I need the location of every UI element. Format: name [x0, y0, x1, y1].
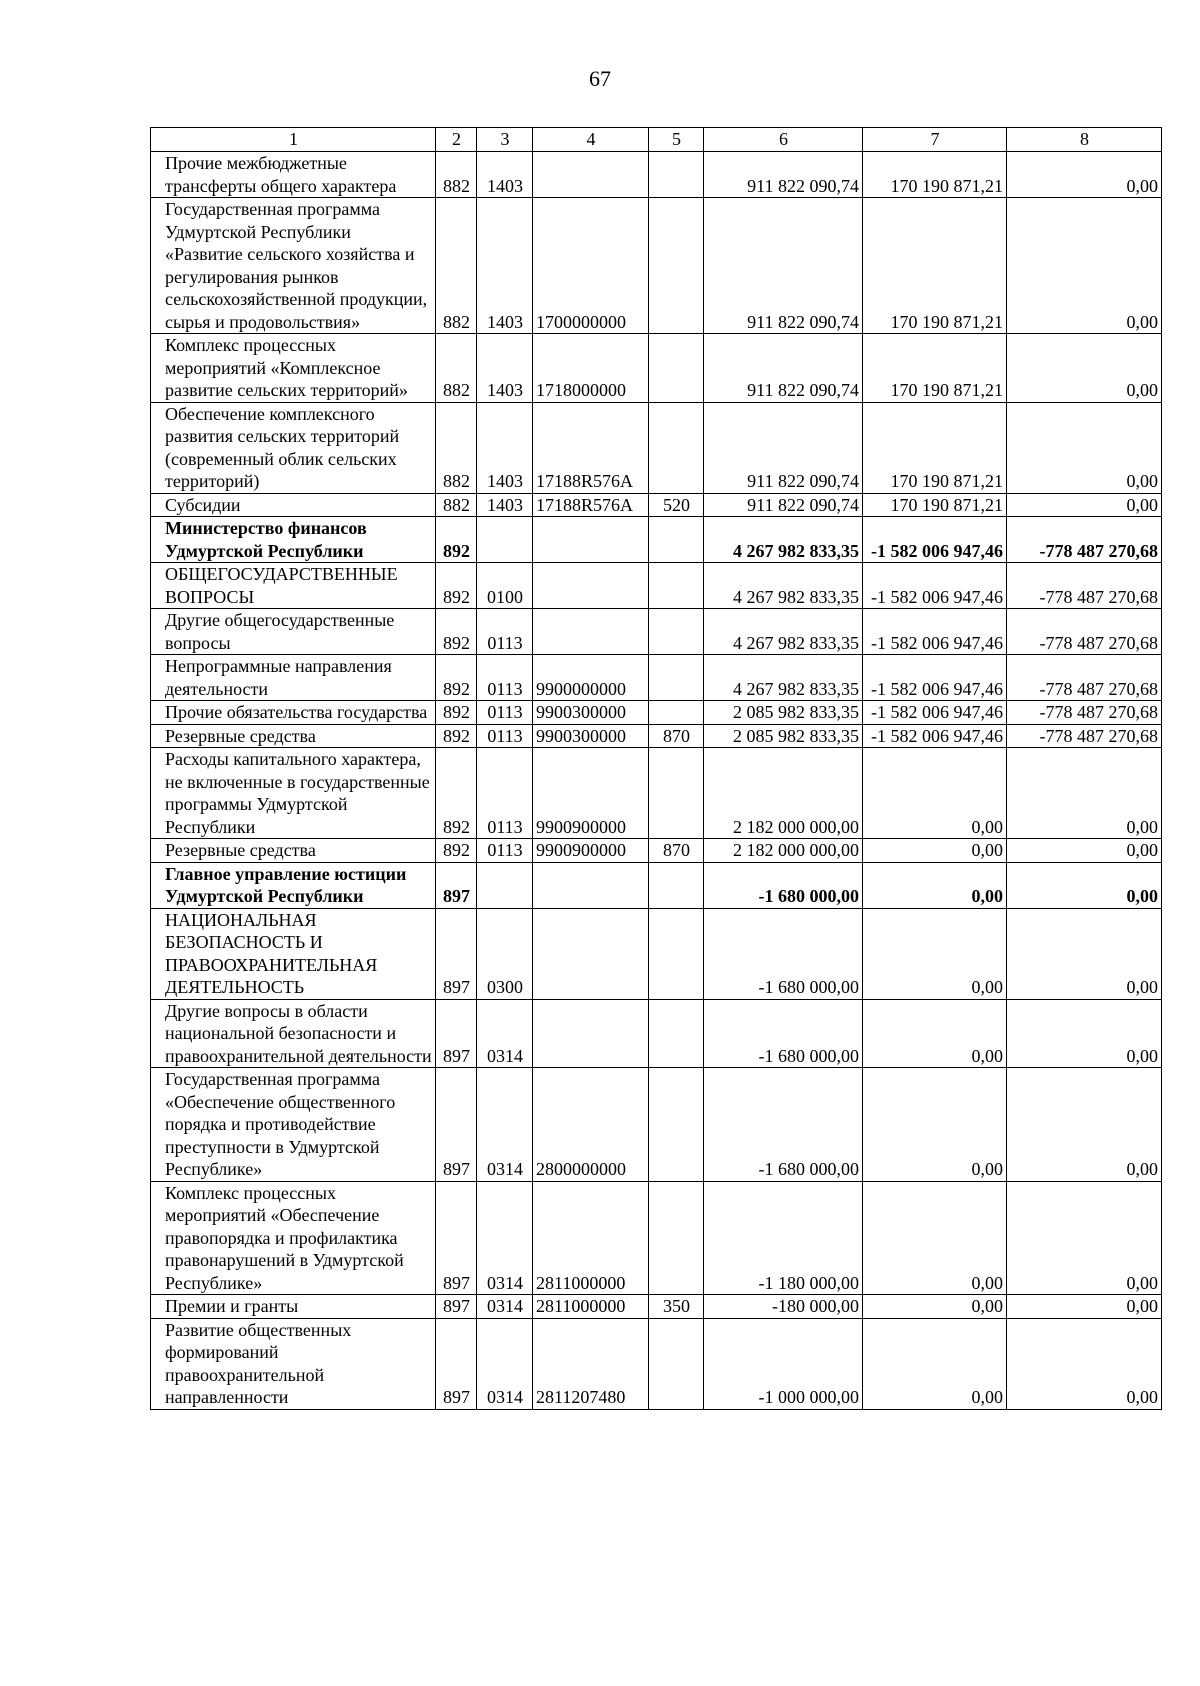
row-code-target: 2811207480	[533, 1318, 649, 1409]
row-amount-col6: 2 182 000 000,00	[704, 748, 863, 839]
row-amount-col8: -778 487 270,68	[1007, 517, 1162, 563]
row-amount-col7: 170 190 871,21	[863, 152, 1007, 198]
row-amount-col6: 2 085 982 833,35	[704, 701, 863, 725]
table-row	[151, 862, 1162, 908]
row-code-ministry: 892	[436, 839, 477, 863]
row-name: НАЦИОНАЛЬНАЯ БЕЗОПАСНОСТЬ И ПРАВООХРАНИТЕЛЬНАЯ ДЕЯТЕЛЬНОСТЬ	[151, 908, 436, 999]
row-amount-col8: 0,00	[1007, 152, 1162, 198]
row-amount-col8: 0,00	[1007, 1068, 1162, 1182]
row-amount-col7: 170 190 871,21	[863, 402, 1007, 493]
table-row	[151, 152, 1162, 198]
row-amount-col6: -180 000,00	[704, 1295, 863, 1319]
column-header-5: 5	[649, 128, 704, 152]
row-code-expense-type	[649, 908, 704, 999]
row-amount-col7: -1 582 006 947,46	[863, 701, 1007, 725]
row-name: Министерство финансов Удмуртской Республики	[151, 517, 436, 563]
row-code-ministry: 892	[436, 609, 477, 655]
row-amount-col6: -1 680 000,00	[704, 862, 863, 908]
row-name: Главное управление юстиции Удмуртской Республики	[151, 862, 436, 908]
row-code-expense-type	[649, 334, 704, 403]
row-code-ministry: 897	[436, 1181, 477, 1295]
row-code-target: 9900900000	[533, 839, 649, 863]
row-amount-col6: -1 680 000,00	[704, 908, 863, 999]
table-row	[151, 701, 1162, 725]
row-code-ministry: 897	[436, 862, 477, 908]
table-row	[151, 748, 1162, 839]
row-name: Комплекс процессных мероприятий «Обеспечение правопорядка и профилактика правонарушений в Удмуртской Республике»	[151, 1181, 436, 1295]
row-amount-col7: -1 582 006 947,46	[863, 724, 1007, 748]
row-amount-col6: 4 267 982 833,35	[704, 609, 863, 655]
row-amount-col6: 4 267 982 833,35	[704, 563, 863, 609]
row-code-expense-type	[649, 517, 704, 563]
row-name: Обеспечение комплексного развития сельских территорий (современный облик сельских территорий)	[151, 402, 436, 493]
row-amount-col6: 911 822 090,74	[704, 493, 863, 517]
row-code-ministry: 892	[436, 563, 477, 609]
row-amount-col6: 911 822 090,74	[704, 334, 863, 403]
row-code-target	[533, 152, 649, 198]
row-code-section: 0314	[477, 999, 533, 1068]
column-header-1: 1	[151, 128, 436, 152]
row-amount-col6: 2 182 000 000,00	[704, 839, 863, 863]
row-amount-col8: 0,00	[1007, 999, 1162, 1068]
row-code-section: 0113	[477, 701, 533, 725]
row-code-target	[533, 563, 649, 609]
table-row	[151, 1295, 1162, 1319]
row-name: Расходы капитального характера, не включенные в государственные программы Удмуртской Республики	[151, 748, 436, 839]
table-row	[151, 402, 1162, 493]
row-code-section: 0314	[477, 1318, 533, 1409]
row-code-target: 17188R576A	[533, 493, 649, 517]
row-code-expense-type	[649, 1068, 704, 1182]
row-code-ministry: 892	[436, 701, 477, 725]
column-header-2: 2	[436, 128, 477, 152]
table-row	[151, 198, 1162, 334]
row-name: Развитие общественных формирований правоохранительной направленности	[151, 1318, 436, 1409]
row-amount-col7: 170 190 871,21	[863, 198, 1007, 334]
row-code-ministry: 882	[436, 152, 477, 198]
row-code-expense-type: 870	[649, 839, 704, 863]
row-code-section: 0113	[477, 748, 533, 839]
row-code-ministry: 882	[436, 493, 477, 517]
row-amount-col7: 0,00	[863, 908, 1007, 999]
table-row	[151, 334, 1162, 403]
row-amount-col8: 0,00	[1007, 908, 1162, 999]
row-amount-col7: -1 582 006 947,46	[863, 517, 1007, 563]
row-code-expense-type	[649, 1318, 704, 1409]
row-amount-col7: 0,00	[863, 748, 1007, 839]
row-code-expense-type	[649, 655, 704, 701]
row-code-expense-type	[649, 609, 704, 655]
table-row	[151, 999, 1162, 1068]
row-name: Резервные средства	[151, 724, 436, 748]
row-amount-col8: 0,00	[1007, 1181, 1162, 1295]
row-amount-col7: 170 190 871,21	[863, 334, 1007, 403]
row-code-target: 1700000000	[533, 198, 649, 334]
table-row	[151, 1181, 1162, 1295]
row-code-target: 9900300000	[533, 724, 649, 748]
row-code-target	[533, 609, 649, 655]
row-code-section: 0314	[477, 1295, 533, 1319]
row-amount-col6: 4 267 982 833,35	[704, 517, 863, 563]
row-code-ministry: 897	[436, 1068, 477, 1182]
row-code-section: 1403	[477, 334, 533, 403]
row-code-target: 9900900000	[533, 748, 649, 839]
row-code-expense-type	[649, 748, 704, 839]
row-code-ministry: 897	[436, 1318, 477, 1409]
row-amount-col8: 0,00	[1007, 1295, 1162, 1319]
column-header-6: 6	[704, 128, 863, 152]
row-code-expense-type	[649, 198, 704, 334]
row-code-section: 1403	[477, 198, 533, 334]
row-amount-col8: -778 487 270,68	[1007, 563, 1162, 609]
row-code-section: 1403	[477, 402, 533, 493]
row-name: Непрограммные направления деятельности	[151, 655, 436, 701]
row-amount-col7: -1 582 006 947,46	[863, 655, 1007, 701]
row-name: Прочие межбюджетные трансферты общего характера	[151, 152, 436, 198]
row-amount-col6: 4 267 982 833,35	[704, 655, 863, 701]
row-amount-col7: 0,00	[863, 1318, 1007, 1409]
row-amount-col8: 0,00	[1007, 862, 1162, 908]
row-code-section: 0113	[477, 609, 533, 655]
row-code-section: 0113	[477, 655, 533, 701]
row-name: ОБЩЕГОСУДАРСТВЕННЫЕ ВОПРОСЫ	[151, 563, 436, 609]
row-code-ministry: 882	[436, 334, 477, 403]
budget-table	[150, 127, 1162, 1410]
row-code-section: 0113	[477, 724, 533, 748]
row-amount-col8: 0,00	[1007, 839, 1162, 863]
row-code-target	[533, 517, 649, 563]
row-name: Субсидии	[151, 493, 436, 517]
row-amount-col8: -778 487 270,68	[1007, 609, 1162, 655]
row-amount-col8: 0,00	[1007, 1318, 1162, 1409]
row-name: Прочие обязательства государства	[151, 701, 436, 725]
row-name: Государственная программа «Обеспечение общественного порядка и противодействие преступности в Удмуртской Республике»	[151, 1068, 436, 1182]
row-code-target	[533, 862, 649, 908]
row-amount-col8: 0,00	[1007, 493, 1162, 517]
row-amount-col8: 0,00	[1007, 198, 1162, 334]
row-amount-col6: -1 180 000,00	[704, 1181, 863, 1295]
row-code-target	[533, 908, 649, 999]
row-name: Комплекс процессных мероприятий «Комплексное развитие сельских территорий»	[151, 334, 436, 403]
row-name: Другие общегосударственные вопросы	[151, 609, 436, 655]
row-amount-col8: -778 487 270,68	[1007, 724, 1162, 748]
table-header-row	[151, 128, 1162, 152]
row-amount-col6: 2 085 982 833,35	[704, 724, 863, 748]
table-row	[151, 609, 1162, 655]
row-code-section: 0300	[477, 908, 533, 999]
row-amount-col6: 911 822 090,74	[704, 152, 863, 198]
page-number: 67	[589, 66, 611, 91]
row-amount-col6: 911 822 090,74	[704, 198, 863, 334]
row-name: Другие вопросы в области национальной безопасности и правоохранительной деятельности	[151, 999, 436, 1068]
row-code-section: 0113	[477, 839, 533, 863]
row-amount-col8: 0,00	[1007, 334, 1162, 403]
row-code-expense-type	[649, 152, 704, 198]
column-header-7: 7	[863, 128, 1007, 152]
row-code-expense-type	[649, 402, 704, 493]
row-code-expense-type: 350	[649, 1295, 704, 1319]
row-amount-col7: 0,00	[863, 1068, 1007, 1182]
column-header-4: 4	[533, 128, 649, 152]
row-code-ministry: 897	[436, 1295, 477, 1319]
row-code-section	[477, 517, 533, 563]
row-code-target: 9900300000	[533, 701, 649, 725]
row-code-section: 0314	[477, 1181, 533, 1295]
row-amount-col7: 0,00	[863, 1295, 1007, 1319]
row-code-section: 0314	[477, 1068, 533, 1182]
row-name: Премии и гранты	[151, 1295, 436, 1319]
row-name: Резервные средства	[151, 839, 436, 863]
row-code-expense-type: 520	[649, 493, 704, 517]
row-amount-col7: 170 190 871,21	[863, 493, 1007, 517]
row-code-ministry: 897	[436, 908, 477, 999]
row-code-target: 2811000000	[533, 1295, 649, 1319]
table-row	[151, 839, 1162, 863]
row-code-target: 17188R576A	[533, 402, 649, 493]
row-code-target: 2800000000	[533, 1068, 649, 1182]
row-code-target: 2811000000	[533, 1181, 649, 1295]
column-header-8: 8	[1007, 128, 1162, 152]
table-row	[151, 1318, 1162, 1409]
row-amount-col7: 0,00	[863, 862, 1007, 908]
row-code-ministry: 882	[436, 402, 477, 493]
row-code-expense-type	[649, 701, 704, 725]
row-amount-col8: 0,00	[1007, 748, 1162, 839]
row-amount-col6: -1 000 000,00	[704, 1318, 863, 1409]
row-amount-col7: 0,00	[863, 1181, 1007, 1295]
row-amount-col8: -778 487 270,68	[1007, 655, 1162, 701]
row-amount-col7: 0,00	[863, 999, 1007, 1068]
row-amount-col7: 0,00	[863, 839, 1007, 863]
row-amount-col8: -778 487 270,68	[1007, 701, 1162, 725]
row-amount-col6: -1 680 000,00	[704, 1068, 863, 1182]
row-code-ministry: 892	[436, 724, 477, 748]
row-code-ministry: 882	[436, 198, 477, 334]
row-code-ministry: 897	[436, 999, 477, 1068]
row-amount-col8: 0,00	[1007, 402, 1162, 493]
row-amount-col6: 911 822 090,74	[704, 402, 863, 493]
row-code-target: 1718000000	[533, 334, 649, 403]
row-code-expense-type	[649, 999, 704, 1068]
table-row	[151, 1068, 1162, 1182]
row-code-section: 0100	[477, 563, 533, 609]
table-row	[151, 563, 1162, 609]
row-code-expense-type	[649, 862, 704, 908]
row-amount-col7: -1 582 006 947,46	[863, 563, 1007, 609]
table-row	[151, 908, 1162, 999]
row-code-expense-type	[649, 1181, 704, 1295]
row-code-target	[533, 999, 649, 1068]
row-code-ministry: 892	[436, 517, 477, 563]
row-code-target: 9900000000	[533, 655, 649, 701]
table-row	[151, 655, 1162, 701]
row-code-ministry: 892	[436, 655, 477, 701]
row-amount-col7: -1 582 006 947,46	[863, 609, 1007, 655]
table-row	[151, 493, 1162, 517]
table-row	[151, 517, 1162, 563]
table-row	[151, 724, 1162, 748]
row-code-expense-type	[649, 563, 704, 609]
column-header-3: 3	[477, 128, 533, 152]
row-name: Государственная программа Удмуртской Республики «Развитие сельского хозяйства и регулирования рынков сельскохозяйственной продукции, сырья и продовольствия»	[151, 198, 436, 334]
row-code-section: 1403	[477, 493, 533, 517]
row-code-ministry: 892	[436, 748, 477, 839]
row-code-section	[477, 862, 533, 908]
row-amount-col6: -1 680 000,00	[704, 999, 863, 1068]
row-code-section: 1403	[477, 152, 533, 198]
row-code-expense-type: 870	[649, 724, 704, 748]
